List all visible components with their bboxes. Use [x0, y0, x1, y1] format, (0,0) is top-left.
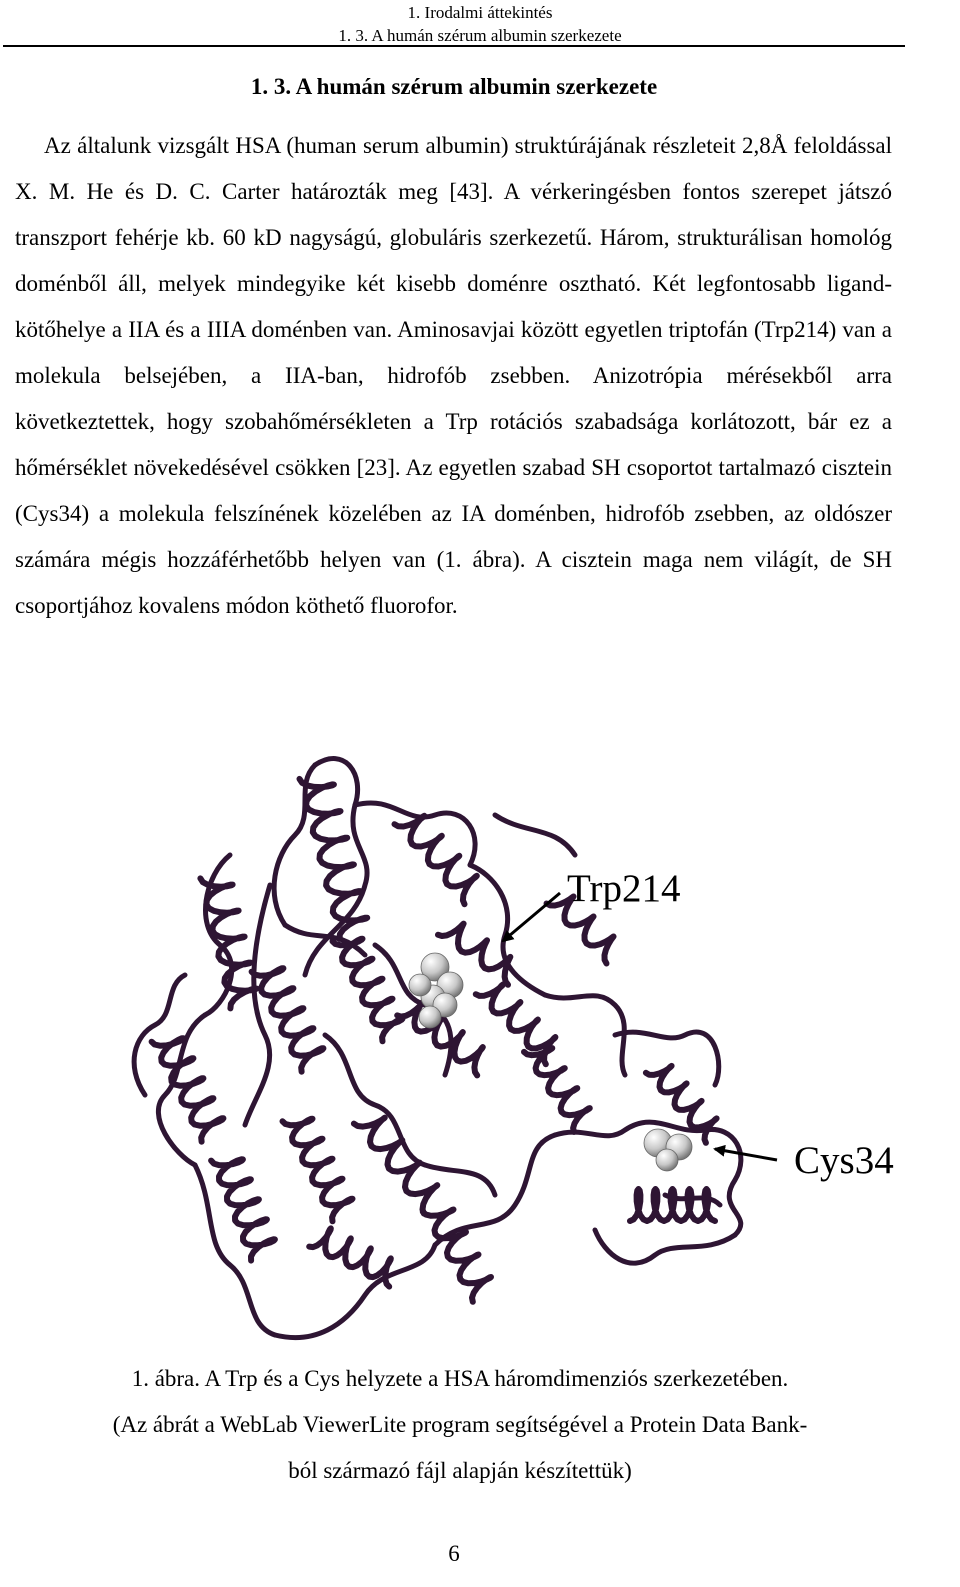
- page-number: 6: [448, 1541, 460, 1566]
- protein-ribbon: [134, 759, 741, 1338]
- body-paragraph: Az általunk vizsgált HSA (human serum albumin) struktúrájának részleteit 2,8Å feloldással X. M. He és D. C. Carter határozták meg [43]. A vérkeringésben fontos szerepet játszó transzport fehérje kb. 60 kD nagyságú, globuláris szerkezetű. Három, strukturálisan homológ doménből áll, melyek mindegyike két kisebb doménre osztható. Két legfontosabb ligand-kötőhelye a IIA és a IIIA doménben van. Aminosavjai között egyetlen triptofán (Trp214) van a molekula belsejében, a IIA-ban, hidrofób zsebben. Anizotrópia mérésekből arra következtettek, hogy szobahőmérsékleten a Trp rotációs szabadsága korlátozott, bár ez a hőmérséklet növekedésével csökken [23]. Az egyetlen szabad SH csoportot tartalmazó cisztein (Cys34) a molekula felszínének közelében az IA doménben, hidrofób zsebben, az oldószer számára mégis hozzáférhetőbb helyen van (1. ábra). A cisztein maga nem világít, de SH csoportjához kovalens módon köthető fluorofor.: [15, 133, 892, 618]
- cys34-pointer: [715, 1149, 777, 1160]
- ribbon-segment: [630, 1189, 715, 1221]
- ribbon-segment: [275, 1245, 435, 1338]
- ribbon-segment: [333, 939, 403, 1042]
- trp214-atom: [419, 1006, 441, 1028]
- trp214-pointer: [503, 893, 560, 941]
- ribbon-segment: [615, 1032, 719, 1085]
- cys34-atom: [656, 1149, 678, 1171]
- caption-line-2: (Az ábrát a WebLab ViewerLite program segítségével a Protein Data Bank-: [112, 1412, 808, 1437]
- ribbon-segment: [395, 816, 477, 904]
- ribbon-segment: [283, 1119, 353, 1222]
- header-chapter: 1. Irodalmi áttekintés: [407, 3, 553, 22]
- ribbon-segment: [245, 885, 270, 1125]
- protein-figure: [15, 735, 935, 1355]
- trp214-atom: [409, 974, 431, 996]
- trp214-label: Trp214: [567, 867, 681, 910]
- ribbon-segment: [211, 1159, 275, 1260]
- header-rule: [3, 45, 905, 47]
- caption-line-3: ból származó fájl alapján készítettük): [288, 1458, 632, 1483]
- ribbon-segment: [252, 968, 324, 1071]
- ribbon-segment: [595, 1230, 735, 1263]
- caption-line-1: 1. ábra. A Trp és a Cys helyzete a HSA háromdimenziós szerkezetében.: [131, 1366, 789, 1391]
- hsa-ribbon-structure-image: [15, 735, 935, 1355]
- header-section: 1. 3. A humán szérum albumin szerkezete: [338, 26, 622, 45]
- ribbon-segment: [309, 1228, 391, 1286]
- ribbon-segment: [274, 765, 315, 925]
- figure-caption: [30, 1356, 890, 1494]
- cys34-label: Cys34: [794, 1139, 894, 1182]
- ribbon-segment: [200, 878, 256, 1008]
- ribbon-segment: [524, 1048, 590, 1132]
- running-header: [0, 0, 960, 47]
- ribbon-segment: [495, 815, 575, 855]
- section-title: 1. 3. A humán szérum albumin szerkezete: [250, 74, 658, 99]
